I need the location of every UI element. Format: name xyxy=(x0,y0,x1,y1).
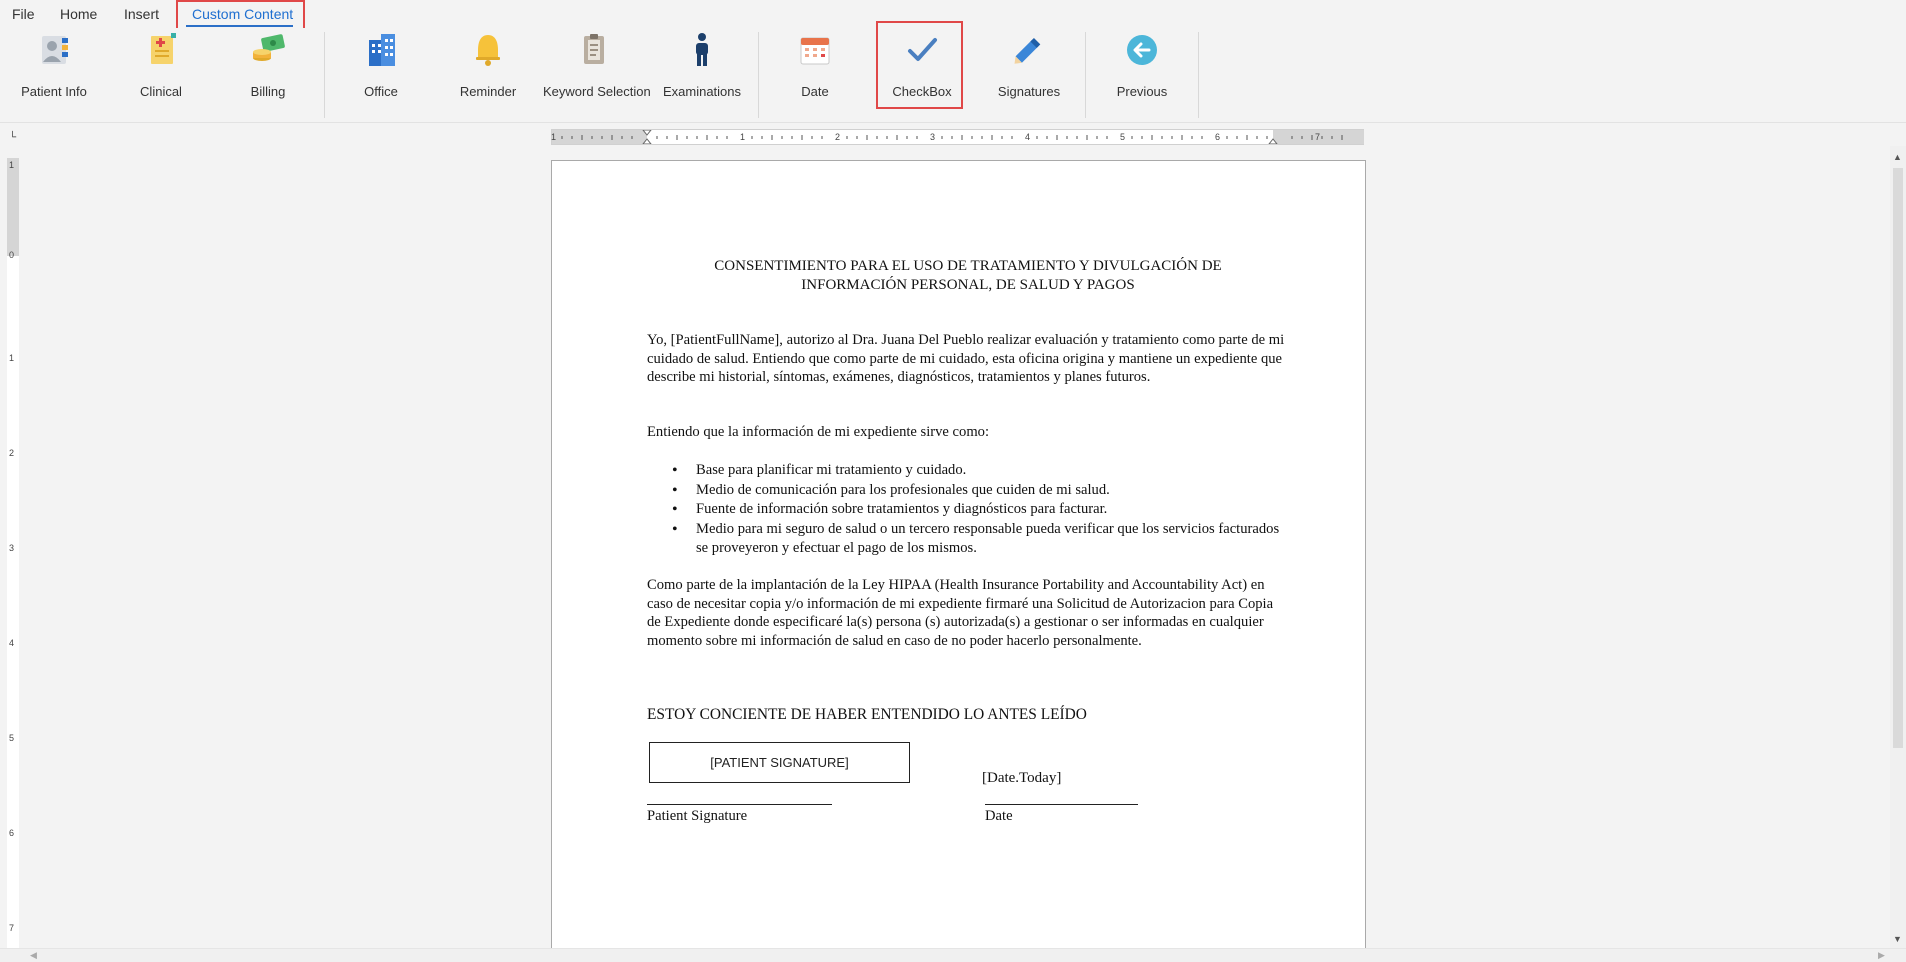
signature-label: Patient Signature xyxy=(647,808,748,824)
scroll-left-arrow-icon[interactable]: ◀ xyxy=(30,950,37,960)
office-button[interactable] xyxy=(341,28,421,120)
ruler-number: 2 xyxy=(9,448,15,458)
ribbon-separator xyxy=(324,32,325,118)
reminder-button[interactable] xyxy=(448,28,528,120)
purpose-intro-paragraph: Entiendo que la información de mi expediente sirve como: xyxy=(647,424,990,440)
date-label: Date xyxy=(801,84,829,99)
ruler-number: 2 xyxy=(835,132,841,142)
previous-button[interactable] xyxy=(1102,28,1182,120)
keyword-selection-button[interactable] xyxy=(543,28,651,120)
ruler-number: 6 xyxy=(1215,132,1221,142)
patient-info-label: Patient Info xyxy=(21,84,87,99)
ruler-ticks xyxy=(552,130,1365,144)
vertical-ruler[interactable] xyxy=(7,158,19,948)
list-item: • Base para planificar mi tratamiento y cuidado. xyxy=(672,461,1292,481)
hipaa-paragraph: Como parte de la implantación de la Ley HIPAA (Health Insurance Portability and Accountability Act) en caso de necesitar copia y/o información de mi expediente firmaré una Solicitud de Autorizacion para Copia de Expediente donde especificaré la(s) persona (s) autorizada(s) a gestionar o ser informadas en cualquier momento sobre mi información de salud en caso de no poder hacerlo personalmente. xyxy=(647,577,1274,649)
scroll-down-arrow-icon[interactable]: ▼ xyxy=(1893,934,1902,944)
horizontal-ruler[interactable] xyxy=(551,129,1364,145)
scroll-up-arrow-icon[interactable]: ▲ xyxy=(1893,152,1902,162)
clipboard-icon xyxy=(574,30,614,70)
back-arrow-icon xyxy=(1122,30,1162,70)
date-button[interactable] xyxy=(775,28,855,120)
office-building-icon xyxy=(361,30,401,70)
ruler-number: 1 xyxy=(9,160,15,170)
patient-signature-field[interactable]: [PATIENT SIGNATURE] xyxy=(649,742,910,783)
tab-file[interactable]: File xyxy=(12,6,35,22)
signature-line xyxy=(647,804,832,805)
ruler-number: 3 xyxy=(930,132,936,142)
acknowledgement-text: ESTOY CONCIENTE DE HABER ENTENDIDO LO ANTES LEÍDO xyxy=(647,706,1087,723)
tab-stop-selector[interactable]: └ xyxy=(9,132,17,143)
keyword-selection-label: Keyword Selection xyxy=(543,84,651,99)
bell-icon xyxy=(468,30,508,70)
consent-paragraph: Yo, [PatientFullName], autorizo al Dra. Juana Del Pueblo realizar evaluación y tratamiento como parte de mi cuidado de salud. Entiendo que como parte de mi cuidado, esta oficina origina y mantiene un expediente que describe mi historial, síntomas, exámenes, diagnósticos, tratamientos y planes futuros. xyxy=(647,332,1285,386)
list-item: • Fuente de información sobre tratamientos y diagnósticos para facturar. xyxy=(672,500,1292,520)
document-page[interactable] xyxy=(551,160,1366,948)
horizontal-scrollbar[interactable] xyxy=(0,948,1906,962)
billing-button[interactable] xyxy=(228,28,308,120)
ruler-number: 3 xyxy=(9,543,15,553)
title-line: INFORMACIÓN PERSONAL, DE SALUD Y PAGOS xyxy=(801,277,1135,293)
ruler-number: 0 xyxy=(9,250,15,260)
clinical-label: Clinical xyxy=(140,84,182,99)
signatures-label: Signatures xyxy=(997,84,1061,99)
patient-info-button[interactable] xyxy=(14,28,94,120)
billing-label: Billing xyxy=(250,84,286,99)
checkbox-label: CheckBox xyxy=(892,84,952,99)
previous-label: Previous xyxy=(1116,84,1168,99)
ruler-number: 7 xyxy=(1315,132,1321,142)
person-icon xyxy=(682,30,722,70)
title-line: CONSENTIMIENTO PARA EL USO DE TRATAMIENTO Y DIVULGACIÓN DE xyxy=(714,258,1222,274)
date-field[interactable]: [Date.Today] xyxy=(982,770,1062,786)
examinations-label: Examinations xyxy=(662,84,742,99)
ruler-number: 7 xyxy=(9,923,15,933)
ruler-number: 4 xyxy=(9,638,15,648)
scroll-right-arrow-icon[interactable]: ▶ xyxy=(1878,950,1885,960)
checkbox-highlight-box xyxy=(876,21,963,109)
reminder-label: Reminder xyxy=(459,84,517,99)
ribbon-separator xyxy=(1198,32,1199,118)
ruler-number: 1 xyxy=(9,353,15,363)
vertical-scrollbar[interactable] xyxy=(1890,146,1906,948)
list-item: • Medio de comunicación para los profesionales que cuiden de mi salud. xyxy=(672,481,1292,501)
scrollbar-thumb[interactable] xyxy=(1893,168,1903,748)
office-label: Office xyxy=(364,84,398,99)
ruler-number: 1 xyxy=(740,132,746,142)
ruler-top-margin xyxy=(7,158,19,256)
date-line xyxy=(985,804,1138,805)
signatures-button[interactable] xyxy=(989,28,1069,120)
ribbon-separator xyxy=(758,32,759,118)
tab-custom-content[interactable]: Custom Content xyxy=(192,6,294,22)
ruler-number: 4 xyxy=(1025,132,1031,142)
tab-highlight-box xyxy=(176,0,305,31)
clinical-icon xyxy=(141,30,181,70)
list-item: • Medio para mi seguro de salud o un tercero responsable pueda verificar que los servicios facturados se proveyeron y efectuar el pago de los mismos. xyxy=(672,520,1292,559)
billing-icon xyxy=(248,30,288,70)
ruler-number: 1 xyxy=(551,132,557,142)
ruler-number: 6 xyxy=(9,828,15,838)
examinations-button[interactable] xyxy=(662,28,742,120)
ruler-number: 5 xyxy=(1120,132,1126,142)
document-title xyxy=(632,257,1304,295)
tab-insert[interactable]: Insert xyxy=(124,6,160,22)
ribbon-separator xyxy=(1085,32,1086,118)
ruler-number: 5 xyxy=(9,733,15,743)
patient-info-icon xyxy=(34,30,74,70)
calendar-icon xyxy=(795,30,835,70)
date-label: Date xyxy=(985,808,1013,824)
purpose-list xyxy=(672,461,1292,559)
pencil-icon xyxy=(1009,30,1049,70)
clinical-button[interactable] xyxy=(121,28,201,120)
tab-home[interactable]: Home xyxy=(60,6,98,22)
